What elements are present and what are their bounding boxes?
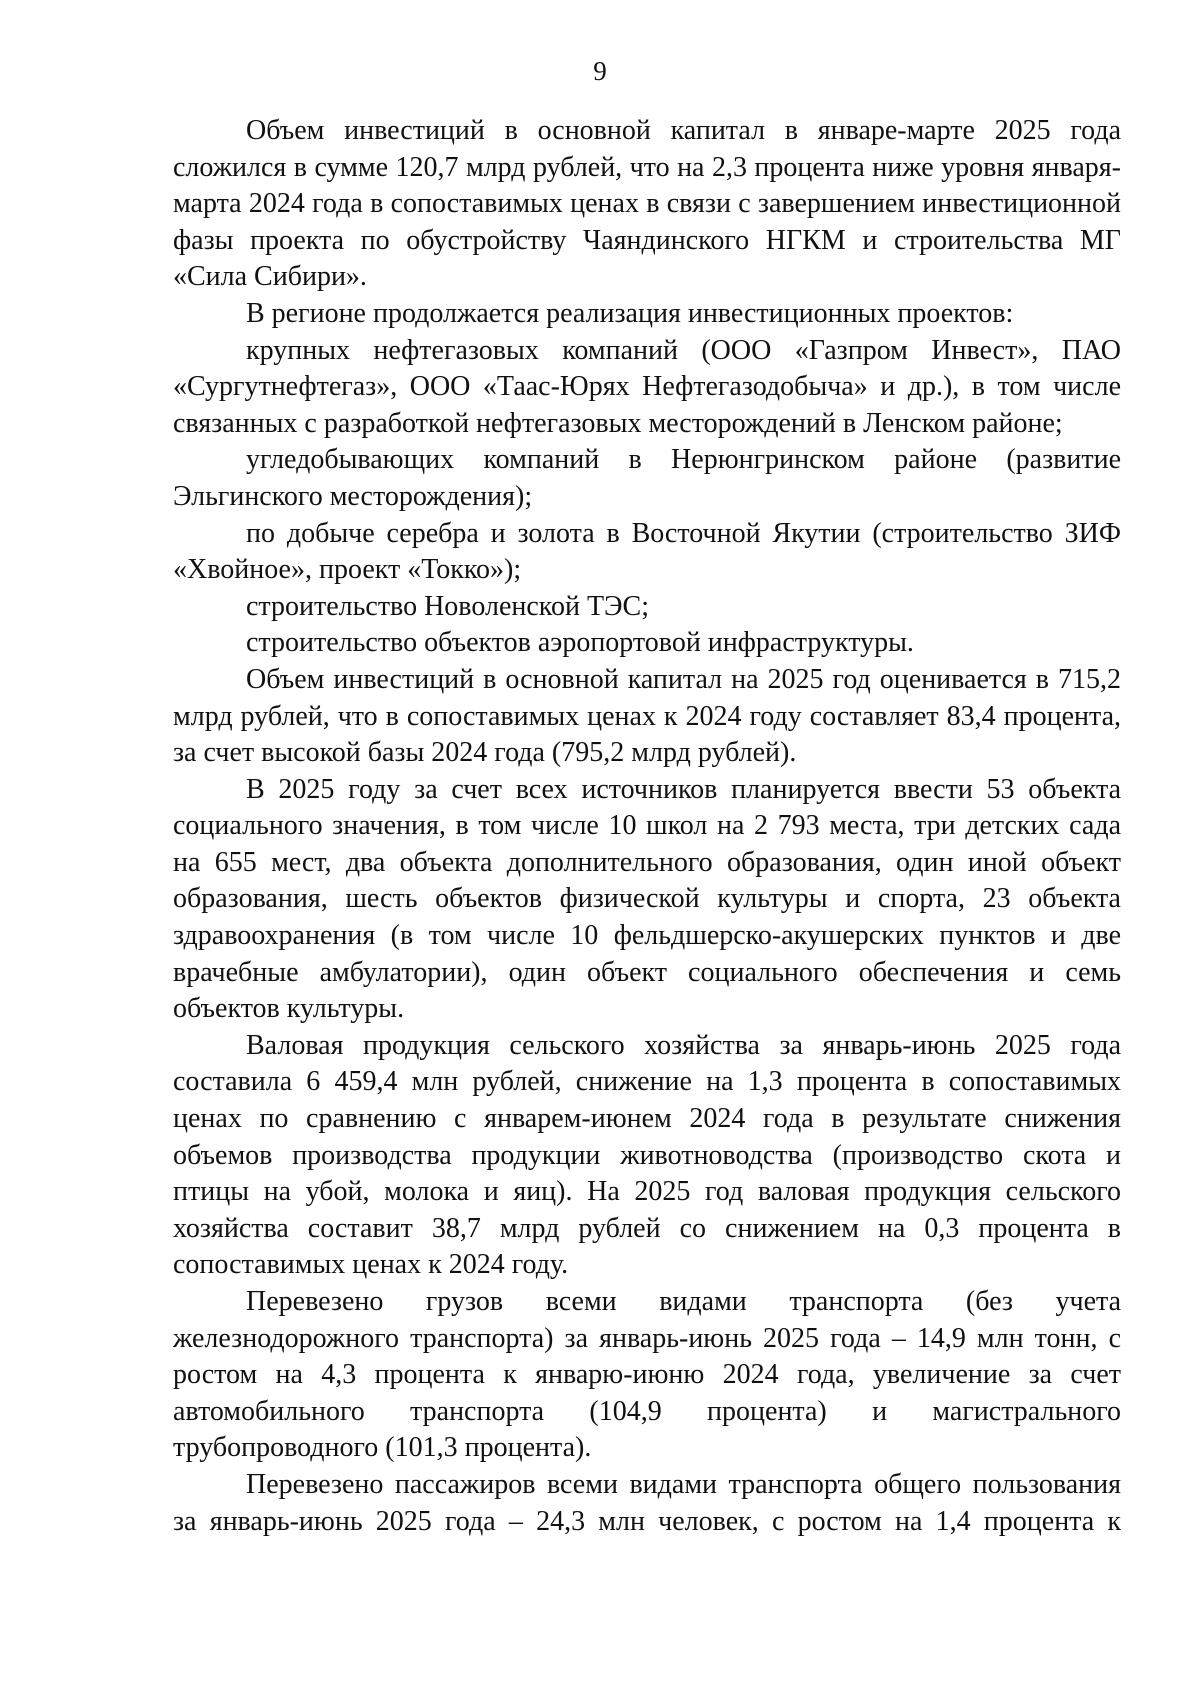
list-item-oil-gas: крупных нефтегазовых компаний (ООО «Газпром Инвест», ПАО «Сургутнефтегаз», ООО «Таас-Юрях Нефтегазодобыча» и др.), в том числе связанных с разработкой нефтегазовых месторождений в Ленском районе; — [173, 334, 1121, 439]
paragraph-passenger-transport: Перевезено пассажиров всеми видами транспорта общего пользования за январь-июнь 2025 года – 24,3 млн человек, с ростом на 1,4 процента к — [173, 1468, 1121, 1537]
paragraph-agriculture: Валовая продукция сельского хозяйства за январь-июнь 2025 года составила 6 459,4 млн рублей, снижение на 1,3 процента в сопоставимых ценах по сравнению с январем-июнем 2024 года в результате снижения объемов производства продукции животноводства (производство скота и птицы на убой, молока и яиц). На 2025 год валовая продукция сельского хозяйства составит 38,7 млрд рублей со снижением на 0,3 процента в сопоставимых ценах к 2024 году. — [173, 1029, 1121, 1281]
page-number: 9 — [593, 56, 607, 86]
paragraph-investment-projects-intro: В регионе продолжается реализация инвестиционных проектов: — [246, 297, 1014, 329]
paragraph-investment-q1: Объем инвестиций в основной капитал в январе-марте 2025 года сложился в сумме 120,7 млрд рублей, что на 2,3 процента ниже уровня января-марта 2024 года в сопоставимых ценах в связи с завершением инвестиционной фазы проекта по обустройству Чаяндинского НГКМ и строительства МГ «Сила Сибири». — [173, 115, 1121, 293]
document-body — [173, 113, 1121, 1540]
list-item-silver-gold: по добыче серебра и золота в Восточной Якутии (строительство ЗИФ «Хвойное», проект «Токко»); — [173, 517, 1121, 586]
paragraph-investment-2025: Объем инвестиций в основной капитал на 2025 год оценивается в 715,2 млрд рублей, что в сопоставимых ценах к 2024 году составляет 83,4 процента, за счет высокой базы 2024 года (795,2 млрд рублей). — [173, 663, 1121, 769]
paragraph-social-objects: В 2025 году за счет всех источников планируется ввести 53 объекта социального значения, в том числе 10 школ на 2 793 места, три детских сада на 655 мест, два объекта дополнительного образования, один иной объект образования, шесть объектов физической культуры и спорта, 23 объекта здравоохранения (в том числе 10 фельдшерско-акушерских пунктов и две врачебные амбулатории), один объект социального обеспечения и семь объектов культуры. — [173, 773, 1121, 1025]
list-item-novolenskaya-tes: строительство Новоленской ТЭС; — [246, 590, 649, 622]
list-item-coal: угледобывающих компаний в Нерюнгринском районе (развитие Эльгинского месторождения); — [173, 444, 1121, 512]
list-item-airport: строительство объектов аэропортовой инфраструктуры. — [246, 627, 914, 659]
paragraph-cargo-transport: Перевезено грузов всеми видами транспорта (без учета железнодорожного транспорта) за январь-июнь 2025 года – 14,9 млн тонн, с ростом на 4,3 процента к январю-июню 2024 года, увеличение за счет автомобильного транспорта (104,9 процента) и магистрального трубопроводного (101,3 процента). — [173, 1286, 1121, 1464]
